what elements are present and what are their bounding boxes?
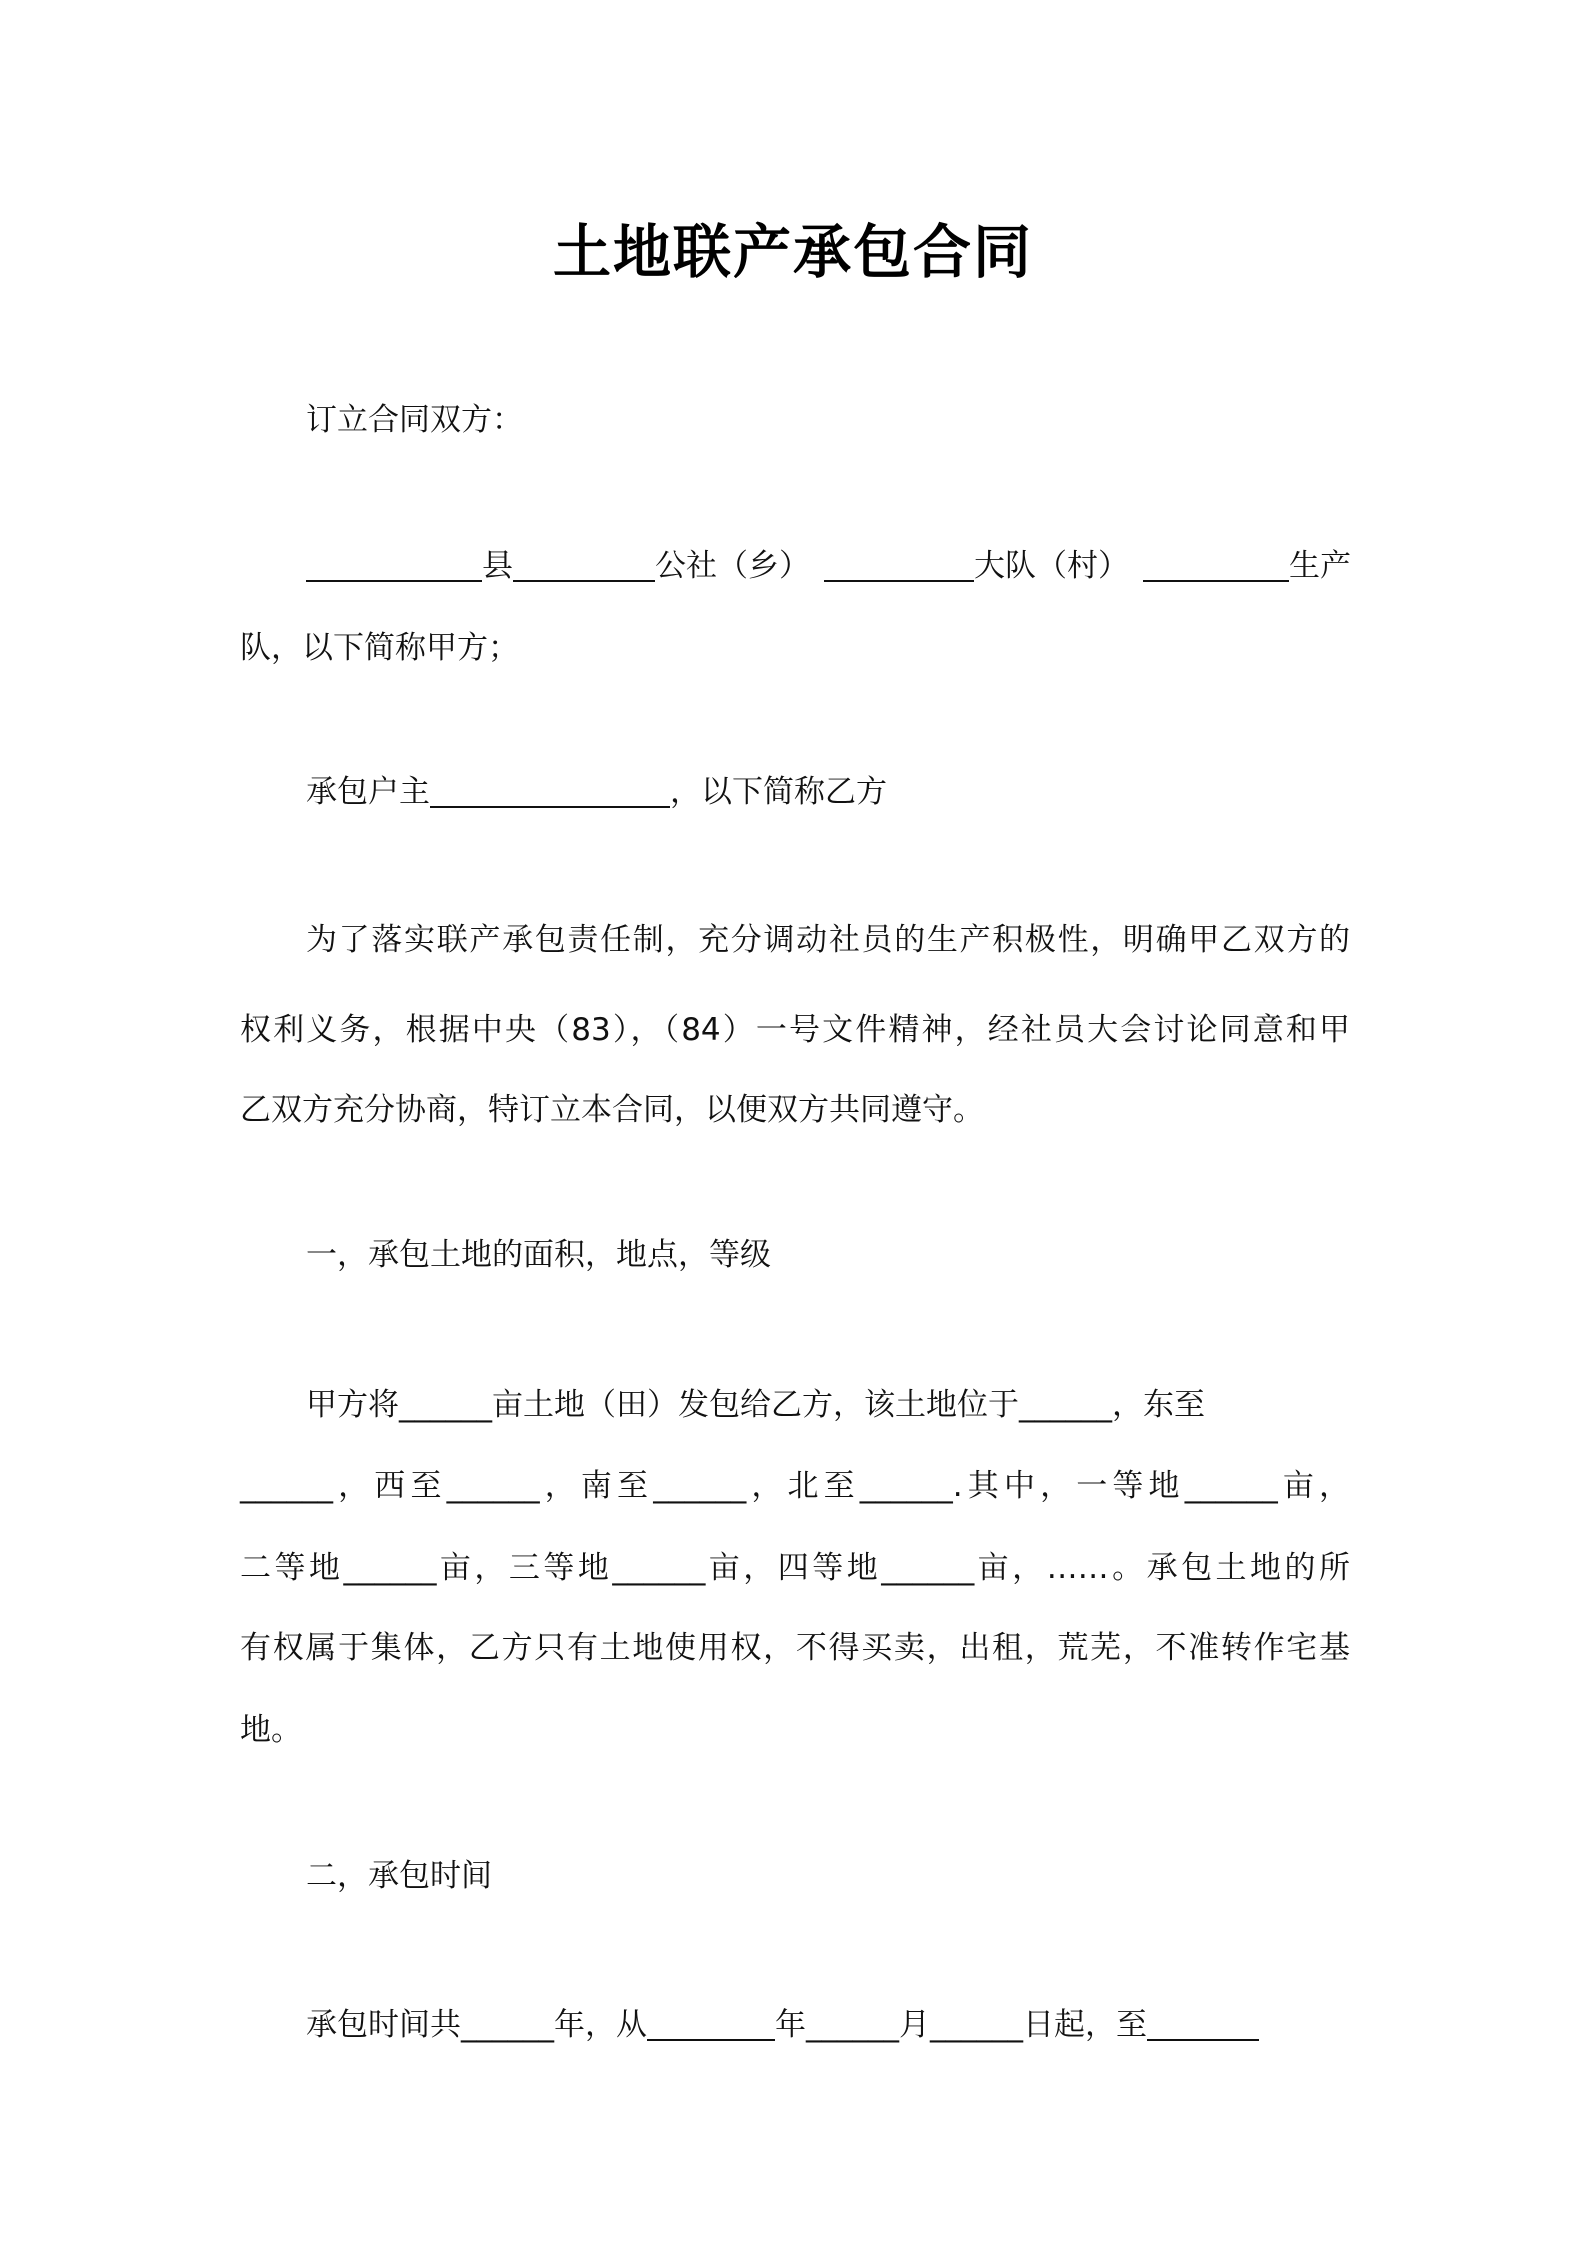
brigade-blank [824, 550, 974, 582]
section-1-line-3: 二等地______亩，三等地______亩，四等地______亩，……。承包土地的所 [240, 1550, 1350, 1586]
party-b-line [306, 772, 1350, 812]
parties-heading: 订立合同双方： [306, 402, 523, 438]
section-1-heading: 一，承包土地的面积，地点，等级 [306, 1237, 771, 1273]
party-b-suffix: ，以下简称乙方 [670, 774, 887, 810]
party-b-blank [430, 776, 670, 808]
start-year-blank [647, 2009, 775, 2041]
commune-label: 公社（乡） [655, 548, 810, 584]
team-label: 生产 [1289, 548, 1351, 584]
section-2-line-1 [306, 2005, 1350, 2045]
end-date-blank [1147, 2009, 1259, 2041]
party-a-line-1 [306, 546, 1350, 586]
preamble-line-2: 权利义务，根据中央（83），（84）一号文件精神，经社员大会讨论同意和甲 [240, 1012, 1350, 1048]
section-1-line-1: 甲方将______亩土地（田）发包给乙方，该土地位于______，东至 [306, 1387, 1205, 1423]
party-b-prefix: 承包户主 [306, 774, 430, 810]
section-1-line-2: ______，西至______，南至______，北至______.其中，一等地______亩， [240, 1468, 1350, 1504]
section-2-heading: 二，承包时间 [306, 1858, 492, 1894]
document-title: 土地联产承包合同 [552, 218, 1033, 286]
team-blank [1143, 550, 1289, 582]
party-a-line-2: 队，以下简称甲方； [240, 630, 519, 666]
section-1-line-4: 有权属于集体，乙方只有土地使用权，不得买卖，出租，荒芜，不准转作宅基 [240, 1630, 1350, 1666]
county-label: 县 [482, 548, 513, 584]
county-blank [306, 550, 482, 582]
preamble-line-1: 为了落实联产承包责任制，充分调动社员的生产积极性，明确甲乙双方的 [306, 922, 1350, 958]
section-1-line-5: 地。 [240, 1712, 302, 1748]
brigade-label: 大队（村） [974, 548, 1129, 584]
preamble-line-3: 乙双方充分协商，特订立本合同，以便双方共同遵守。 [240, 1092, 984, 1128]
term-text-b: 年______月______日起，至 [775, 2007, 1147, 2043]
term-text-a: 承包时间共______年，从 [306, 2007, 647, 2043]
commune-blank [513, 550, 655, 582]
